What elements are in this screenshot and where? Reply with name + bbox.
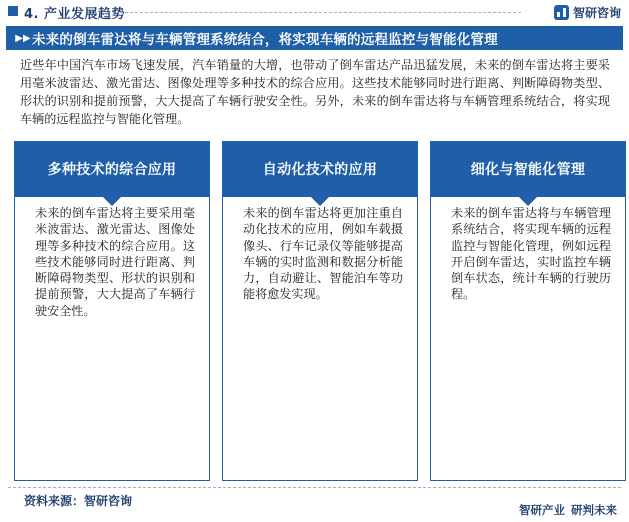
- card-title: 细化与智能化管理: [430, 141, 626, 197]
- brand-header: [554, 2, 621, 22]
- card-body: 未来的倒车雷达将与车辆管理系统结合，将实现车辆的远程监控与智能化管理，例如远程开启倒车雷达，实时监控车辆倒车状态，统计车辆的行驶历程。: [451, 206, 611, 302]
- header-divider: [120, 12, 521, 13]
- banner-title: 未来的倒车雷达将与车辆管理系统结合，将实现车辆的远程监控与智能化管理: [32, 32, 498, 48]
- source-label: 资料来源：: [24, 494, 85, 508]
- intro-paragraph: 近些年中国汽车市场飞速发展，汽车销量的大增，也带动了倒车雷达产品迅猛发展，未来的倒车雷达将主要采用毫米波雷达、激光雷达、图像处理等多种技术的综合应用。这些技术能够同时进行距离、判断障碍物类型、形状的识别和提前预警，大大提高了车辆行驶安全性。另外，未来的倒车雷达将与车辆管理系统结合，将实现车辆的远程监控与智能化管理。: [20, 58, 610, 126]
- card-title: 多种技术的综合应用: [14, 141, 210, 197]
- section-title: 4. 产业发展趋势: [24, 7, 126, 22]
- card-body: 未来的倒车雷达将更加注重自动化技术的应用，例如车载摄像头、行车记录仪等能够提高车辆的实时监测和数据分析能力，自动避让、智能泊车等功能将愈发实现。: [243, 206, 403, 302]
- trend-card-1: [14, 141, 210, 481]
- double-arrow-icon: ▶▶: [15, 32, 31, 44]
- trend-card-2: [222, 141, 418, 481]
- brand-logo-icon: [554, 5, 569, 20]
- topic-banner: [6, 26, 623, 50]
- section-header: [0, 0, 629, 24]
- brand-slogan: [519, 502, 617, 518]
- brand-name: 智研咨询: [572, 5, 621, 20]
- slogan-part-b: 研判未来: [571, 503, 617, 517]
- source-value: 智研咨询: [84, 494, 133, 508]
- footer-divider: [8, 487, 621, 488]
- section-marker-icon: [8, 6, 18, 16]
- card-title: 自动化技术的应用: [222, 141, 418, 197]
- slogan-part-a: 智研产业: [519, 503, 565, 517]
- card-body: 未来的倒车雷达将主要采用毫米波雷达、激光雷达、图像处理等多种技术的综合应用。这些技术能够同时进行距离、判断障碍物类型、形状的识别和提前预警，大大提高了车辆行驶安全性。: [35, 206, 195, 318]
- trend-card-3: [430, 141, 626, 481]
- source-note: [24, 492, 132, 509]
